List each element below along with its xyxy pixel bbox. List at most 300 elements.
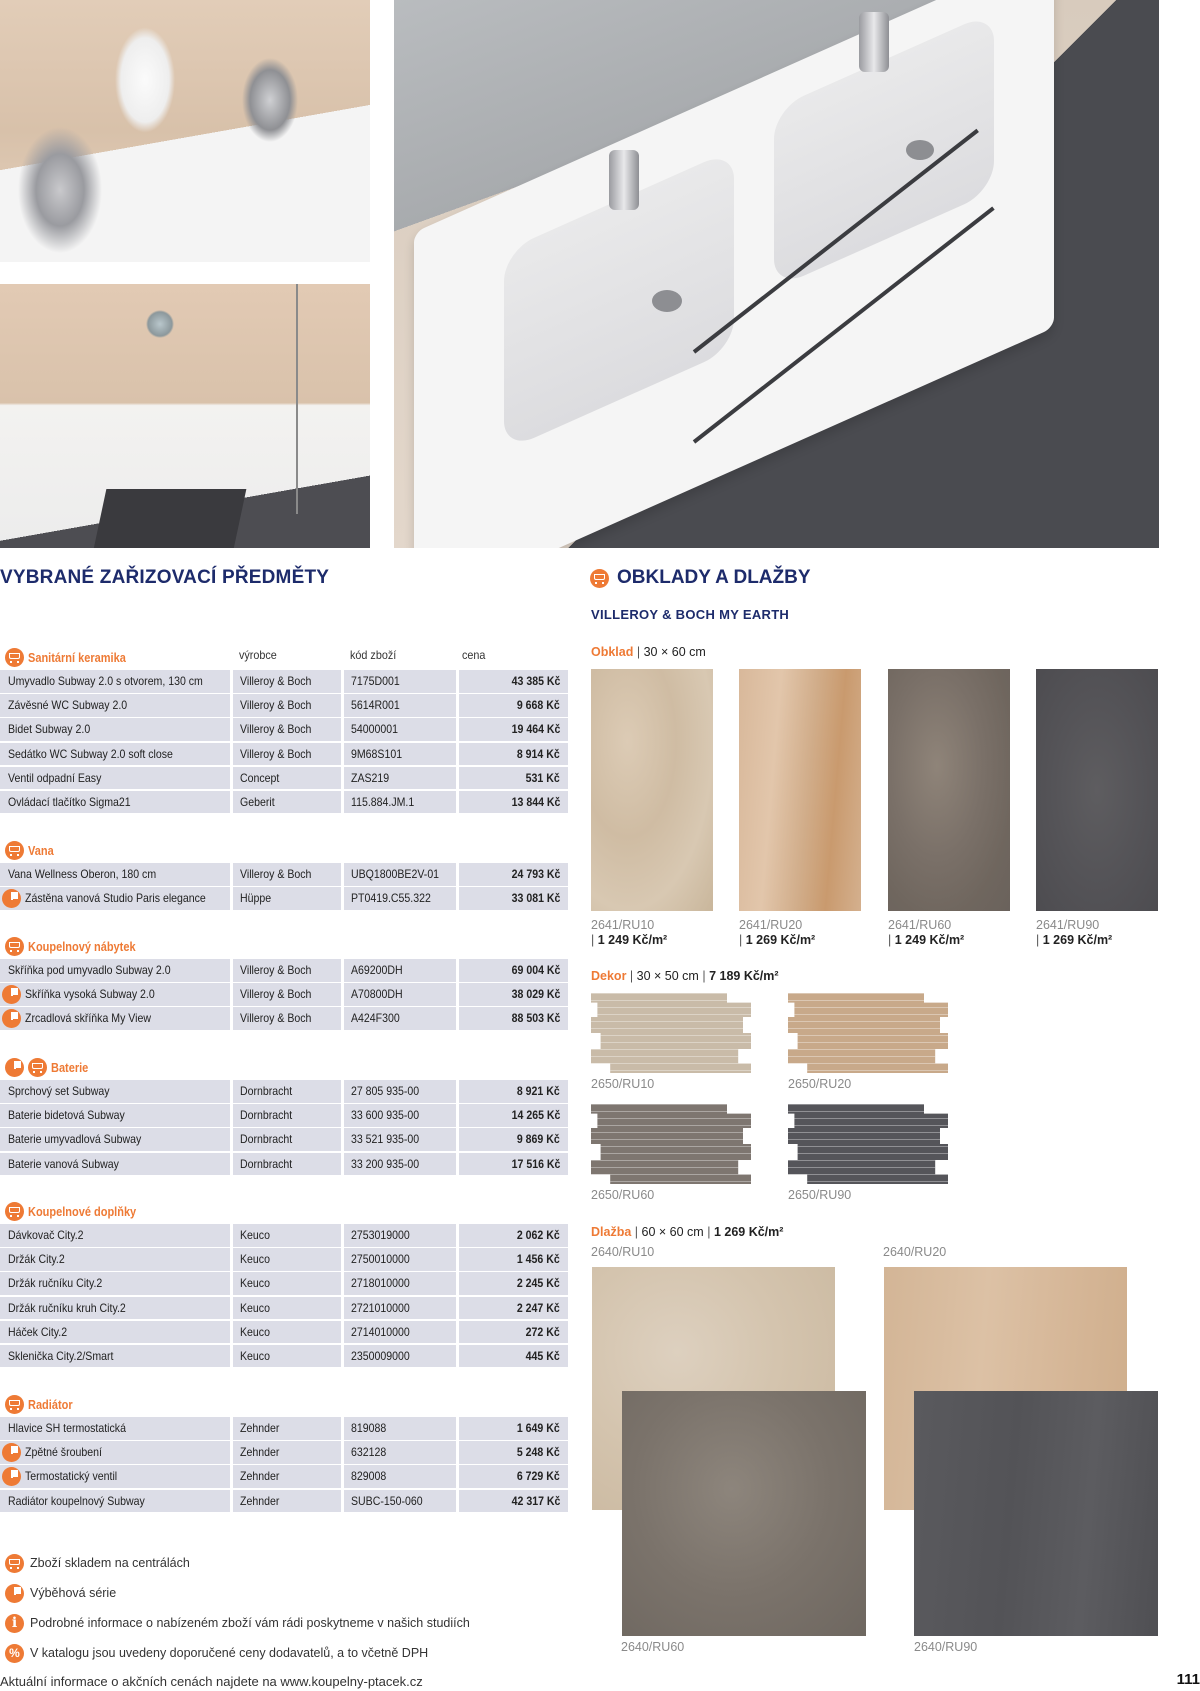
cell-text: Dávkovač City.2: [8, 1228, 84, 1242]
legend-item-discontinued: [5, 1578, 470, 1608]
cell-text: Villeroy & Boch: [240, 1011, 312, 1026]
section-title-text: Radiátor: [28, 1397, 73, 1412]
cart-icon: [5, 1395, 24, 1414]
product-table: [0, 1417, 568, 1514]
floor-swatch-2640-ru90: [914, 1391, 1158, 1636]
cell-price: [459, 1224, 568, 1247]
cell-price: [459, 1007, 568, 1030]
tap: [859, 12, 889, 72]
product-table: [0, 1224, 568, 1369]
table-row: [0, 959, 568, 983]
collection-subtitle: VILLEROY & BOCH MY EARTH: [591, 607, 790, 622]
dlazba-label: Dlažba | 60 × 60 cm | 1 269 Kč/m²: [591, 1225, 784, 1239]
cell-text: 2750010000: [351, 1252, 410, 1267]
cell-text: Dornbracht: [240, 1132, 293, 1147]
cell-name: [0, 1272, 230, 1295]
section-title: [5, 841, 57, 860]
obklad-label: Obklad | 30 × 60 cm: [591, 645, 706, 659]
cell-text: Sedátko WC Subway 2.0 soft close: [8, 746, 173, 761]
cell-text: Vana Wellness Oberon, 180 cm: [8, 867, 157, 881]
tile-code: 2640/RU90: [914, 1640, 978, 1654]
cell-text: Skříňka vysoká Subway 2.0: [25, 987, 155, 1002]
cell-maker: [233, 1080, 341, 1103]
section-title: [5, 1395, 79, 1414]
cell-price: [459, 1080, 568, 1103]
tiles-title: OBKLADY A DLAŽBY: [617, 567, 811, 588]
cell-name: [0, 1153, 230, 1176]
tile-code: 2650/RU10: [591, 1077, 655, 1091]
cell-text: 2718010000: [351, 1276, 410, 1291]
product-table: [0, 1080, 568, 1177]
cell-price: [459, 1104, 568, 1127]
pie-icon: [2, 1443, 21, 1462]
cell-code: [344, 1321, 456, 1344]
dlazba-price: 1 269 Kč/m²: [713, 1225, 784, 1239]
cell-text: 33 521 935-00: [351, 1132, 420, 1147]
cell-text: Umyvadlo Subway 2.0 s otvorem, 130 cm: [8, 674, 203, 688]
table-row: [0, 718, 568, 742]
column-header-maker: výrobce: [239, 648, 277, 662]
cell-code: [344, 1153, 456, 1176]
cell-text: 17 516 Kč: [511, 1156, 560, 1171]
dekor-swatch-2650-ru60: [591, 1104, 751, 1184]
table-row: [0, 694, 568, 718]
tile-code: 2640/RU20: [883, 1245, 947, 1259]
tile-swatch-2641-ru10: [591, 669, 713, 911]
cell-text: 445 Kč: [525, 1348, 560, 1363]
product-table: [0, 670, 568, 815]
cell-price: [459, 1441, 568, 1464]
cell-text: Sprchový set Subway: [8, 1084, 110, 1098]
cell-name: [0, 1080, 230, 1103]
cell-code: [344, 983, 456, 1006]
tile-price-value: 1 249 Kč/m²: [597, 933, 668, 947]
cell-name: [0, 670, 230, 693]
cell-text: Baterie bidetová Subway: [8, 1108, 125, 1123]
cell-text: 632128: [351, 1445, 387, 1460]
cell-price: [459, 1248, 568, 1271]
cell-text: 69 004 Kč: [511, 963, 560, 977]
page-number: 111: [1176, 1671, 1200, 1688]
tile-code: 2641/RU60: [888, 918, 952, 932]
section-title: [5, 937, 150, 956]
cell-text: 9M68S101: [351, 746, 403, 761]
legend-item-info: [5, 1608, 470, 1638]
cell-price: [459, 1490, 568, 1513]
section-title-text: Koupelnové doplňky: [28, 1204, 137, 1219]
cell-name: [0, 1465, 230, 1488]
cell-text: Držák ručníku City.2: [8, 1276, 103, 1291]
cell-text: Ventil odpadní Easy: [8, 770, 102, 785]
cell-code: [344, 767, 456, 790]
cell-code: [344, 887, 456, 910]
cart-icon: [28, 1058, 47, 1077]
tile-code: 2650/RU20: [788, 1077, 852, 1091]
cell-code: [344, 1272, 456, 1295]
section-title: [5, 1058, 93, 1077]
section-title-text: Vana: [28, 843, 54, 858]
cart-icon: [5, 648, 24, 667]
tile-price: | 1 269 Kč/m²: [739, 933, 816, 947]
cell-text: 88 503 Kč: [511, 1011, 560, 1026]
cell-text: Dornbracht: [240, 1084, 293, 1098]
tile-price: | 1 249 Kč/m²: [888, 933, 965, 947]
cell-text: 24 793 Kč: [511, 867, 560, 881]
cell-text: 9 668 Kč: [517, 698, 560, 713]
table-row: [0, 887, 568, 911]
cell-text: 43 385 Kč: [511, 674, 560, 688]
column-header-price: cena: [462, 648, 486, 662]
section-title-text: Koupelnový nábytek: [28, 939, 136, 954]
cell-maker: [233, 959, 341, 982]
legend-item-stock: [5, 1548, 470, 1578]
dekor-swatch-2650-ru90: [788, 1104, 948, 1184]
cell-name: [0, 1297, 230, 1320]
cell-text: 27 805 935-00: [351, 1084, 420, 1098]
cell-text: Concept: [240, 770, 280, 785]
cell-maker: [233, 1297, 341, 1320]
cell-text: 115.884.JM.1: [351, 794, 415, 809]
cart-icon: [5, 841, 24, 860]
cell-name: [0, 694, 230, 717]
dekor-label: Dekor | 30 × 50 cm | 7 189 Kč/m²: [591, 969, 779, 983]
table-row: [0, 1490, 568, 1514]
cell-text: Držák City.2: [8, 1252, 65, 1267]
section-heading-tiles: [590, 567, 811, 589]
footer-note: Aktuální informace o akčních cenách najdete na www.koupelny-ptacek.cz: [0, 1674, 423, 1689]
cell-text: 6 729 Kč: [517, 1469, 560, 1484]
cell-text: Villeroy & Boch: [240, 674, 312, 688]
cell-name: [0, 1345, 230, 1368]
tile-price: | 1 269 Kč/m²: [1036, 933, 1113, 947]
cell-text: 2 245 Kč: [517, 1276, 560, 1291]
cell-text: Hüppe: [240, 891, 272, 906]
cell-price: [459, 718, 568, 741]
cell-price: [459, 887, 568, 910]
cell-text: Zrcadlová skříňka My View: [25, 1011, 151, 1026]
cell-text: 5 248 Kč: [517, 1445, 560, 1460]
cell-price: [459, 767, 568, 790]
tile-price-value: 1 269 Kč/m²: [745, 933, 816, 947]
cell-text: 829008: [351, 1469, 387, 1484]
cell-text: 14 265 Kč: [511, 1108, 560, 1123]
section-heading-fixtures: VYBRANÉ ZAŘIZOVACÍ PŘEDMĚTY: [0, 567, 330, 588]
cell-price: [459, 1128, 568, 1151]
dekor-size: 30 × 50 cm: [636, 969, 699, 983]
cell-text: Villeroy & Boch: [240, 963, 312, 977]
cell-text: 2 062 Kč: [517, 1228, 560, 1242]
cell-text: Zehnder: [240, 1445, 280, 1460]
cell-price: [459, 863, 568, 886]
table-row: [0, 743, 568, 767]
cell-text: Závěsné WC Subway 2.0: [8, 698, 128, 713]
cell-code: [344, 1297, 456, 1320]
cell-maker: [233, 1153, 341, 1176]
cell-name: [0, 767, 230, 790]
tile-price: | 1 249 Kč/m²: [591, 933, 668, 947]
photo-bathtub-shower: [0, 284, 370, 548]
tile-price-value: 1 249 Kč/m²: [894, 933, 965, 947]
cell-maker: [233, 1224, 341, 1247]
cell-code: [344, 1224, 456, 1247]
cell-name: [0, 1128, 230, 1151]
cart-icon: [5, 1202, 24, 1221]
section-title-text: Sanitární keramika: [28, 650, 126, 665]
cell-maker: [233, 1417, 341, 1440]
cell-text: 7175D001: [351, 674, 400, 688]
cell-code: [344, 1104, 456, 1127]
pie-icon: [5, 1584, 24, 1603]
cell-text: 33 200 935-00: [351, 1156, 420, 1171]
product-table: [0, 863, 568, 911]
cell-name: [0, 887, 230, 910]
cell-maker: [233, 887, 341, 910]
cell-text: Hlavice SH termostatická: [8, 1421, 126, 1435]
legend-item-vat: [5, 1638, 470, 1668]
cell-name: [0, 743, 230, 766]
cell-maker: [233, 767, 341, 790]
photo-washbasin-taps: [0, 0, 370, 262]
table-row: [0, 1153, 568, 1177]
tile-swatch-2641-ru20: [739, 669, 861, 911]
cell-price: [459, 694, 568, 717]
cell-code: [344, 1080, 456, 1103]
cell-text: Dornbracht: [240, 1108, 293, 1123]
legend-text: Zboží skladem na centrálách: [30, 1556, 190, 1570]
cell-price: [459, 743, 568, 766]
tile-code: 2641/RU90: [1036, 918, 1100, 932]
cell-text: PT0419.C55.322: [351, 891, 431, 906]
cell-text: Dornbracht: [240, 1156, 293, 1171]
cell-maker: [233, 1128, 341, 1151]
cell-text: Keuco: [240, 1276, 270, 1291]
cell-maker: [233, 791, 341, 814]
cell-code: [344, 791, 456, 814]
cell-text: Zehnder: [240, 1469, 280, 1484]
cell-name: [0, 1321, 230, 1344]
cell-name: [0, 791, 230, 814]
cell-text: Keuco: [240, 1348, 270, 1363]
cell-text: 38 029 Kč: [511, 987, 560, 1002]
table-row: [0, 1007, 568, 1031]
cell-price: [459, 1321, 568, 1344]
cell-name: [0, 718, 230, 741]
cell-code: [344, 718, 456, 741]
cell-text: 2753019000: [351, 1228, 410, 1242]
cell-code: [344, 1417, 456, 1440]
cell-text: Skříňka pod umyvadlo Subway 2.0: [8, 963, 171, 977]
cell-code: [344, 670, 456, 693]
pie-icon: [2, 889, 21, 908]
table-row: [0, 1297, 568, 1321]
cell-text: Držák ručníku kruh City.2: [8, 1300, 126, 1315]
cell-maker: [233, 670, 341, 693]
cell-text: 33 600 935-00: [351, 1108, 420, 1123]
cell-code: [344, 1465, 456, 1488]
cell-code: [344, 1248, 456, 1271]
cell-maker: [233, 1441, 341, 1464]
cell-maker: [233, 1321, 341, 1344]
cell-maker: [233, 1345, 341, 1368]
cell-text: ZAS219: [351, 770, 390, 785]
cell-text: 5614R001: [351, 698, 400, 713]
tile-code: 2641/RU20: [739, 918, 803, 932]
info-icon: [5, 1614, 24, 1633]
cell-name: [0, 863, 230, 886]
cell-text: 2714010000: [351, 1324, 410, 1339]
table-row: [0, 983, 568, 1007]
cell-text: 272 Kč: [525, 1324, 560, 1339]
cell-text: 2350009000: [351, 1348, 410, 1363]
dekor-title: Dekor: [591, 969, 627, 983]
table-row: [0, 1441, 568, 1465]
cell-text: Zpětné šroubení: [25, 1445, 102, 1460]
cell-text: A424F300: [351, 1011, 400, 1026]
cell-maker: [233, 694, 341, 717]
pie-icon: [5, 1058, 24, 1077]
cell-code: [344, 863, 456, 886]
cell-text: SUBC-150-060: [351, 1493, 423, 1508]
table-row: [0, 1417, 568, 1441]
cell-text: 531 Kč: [525, 770, 560, 785]
cell-text: 819088: [351, 1421, 387, 1435]
obklad-title: Obklad: [591, 645, 634, 659]
cell-text: 9 869 Kč: [517, 1132, 560, 1147]
cell-text: Baterie vanová Subway: [8, 1156, 119, 1171]
cell-name: [0, 983, 230, 1006]
cell-price: [459, 983, 568, 1006]
table-row: [0, 791, 568, 815]
cell-text: 42 317 Kč: [511, 1493, 560, 1508]
tile-price-value: 1 269 Kč/m²: [1042, 933, 1113, 947]
cell-text: Háček City.2: [8, 1324, 68, 1339]
cell-price: [459, 791, 568, 814]
cart-icon: [5, 1554, 24, 1573]
cell-code: [344, 1490, 456, 1513]
cell-text: A70800DH: [351, 987, 403, 1002]
cell-text: Villeroy & Boch: [240, 698, 312, 713]
cell-text: Bidet Subway 2.0: [8, 722, 91, 737]
product-table: [0, 959, 568, 1032]
cart-icon: [590, 569, 609, 588]
tile-code: 2640/RU10: [591, 1245, 655, 1259]
table-row: [0, 863, 568, 887]
cell-name: [0, 1224, 230, 1247]
percent-icon: [5, 1644, 24, 1663]
section-title: [5, 1202, 151, 1221]
cell-text: Termostatický ventil: [25, 1469, 118, 1484]
cell-text: Radiátor koupelnový Subway: [8, 1493, 145, 1508]
cell-maker: [233, 743, 341, 766]
section-title: [5, 648, 139, 667]
table-row: [0, 1224, 568, 1248]
cell-text: Zehnder: [240, 1493, 280, 1508]
cell-text: Keuco: [240, 1300, 270, 1315]
legend: [5, 1548, 470, 1668]
cell-price: [459, 1345, 568, 1368]
cell-name: [0, 959, 230, 982]
cell-text: Villeroy & Boch: [240, 867, 312, 881]
cell-maker: [233, 1465, 341, 1488]
cell-text: 8 921 Kč: [517, 1084, 560, 1098]
pie-icon: [2, 985, 21, 1004]
cell-text: Villeroy & Boch: [240, 987, 312, 1002]
tile-code: 2650/RU90: [788, 1188, 852, 1202]
towel: [94, 489, 247, 548]
drain: [652, 290, 682, 312]
tile-code: 2641/RU10: [591, 918, 655, 932]
pie-icon: [2, 1467, 21, 1486]
cell-code: [344, 743, 456, 766]
cell-price: [459, 1272, 568, 1295]
cell-name: [0, 1007, 230, 1030]
cell-maker: [233, 718, 341, 741]
cell-maker: [233, 1490, 341, 1513]
cart-icon: [5, 937, 24, 956]
cell-code: [344, 1128, 456, 1151]
pie-icon: [2, 1009, 21, 1028]
legend-text: Podrobné informace o nabízeném zboží vám rádi poskytneme v našich studiích: [30, 1616, 470, 1630]
cell-text: 2721010000: [351, 1300, 410, 1315]
cell-text: 8 914 Kč: [517, 746, 560, 761]
cell-text: Keuco: [240, 1324, 270, 1339]
obklad-size: 30 × 60 cm: [643, 645, 706, 659]
cell-maker: [233, 1104, 341, 1127]
tile-code: 2650/RU60: [591, 1188, 655, 1202]
floor-swatch-2640-ru60: [622, 1391, 866, 1636]
cell-text: Sklenička City.2/Smart: [8, 1348, 114, 1363]
cell-text: Villeroy & Boch: [240, 722, 312, 737]
cell-text: UBQ1800BE2V-01: [351, 867, 440, 881]
table-row: [0, 1345, 568, 1369]
cell-name: [0, 1441, 230, 1464]
cell-text: Keuco: [240, 1252, 270, 1267]
table-row: [0, 1104, 568, 1128]
dlazba-size: 60 × 60 cm: [641, 1225, 704, 1239]
dekor-price: 7 189 Kč/m²: [709, 969, 779, 983]
cell-text: A69200DH: [351, 963, 403, 977]
cell-name: [0, 1417, 230, 1440]
tap: [609, 150, 639, 210]
cell-price: [459, 1417, 568, 1440]
table-row: [0, 767, 568, 791]
tile-swatch-2641-ru60: [888, 669, 1010, 911]
shower-screen: [296, 284, 298, 514]
cell-text: Baterie umyvadlová Subway: [8, 1132, 142, 1147]
cell-text: 54000001: [351, 722, 398, 737]
cell-text: Keuco: [240, 1228, 270, 1242]
dekor-swatch-2650-ru20: [788, 993, 948, 1073]
cell-code: [344, 694, 456, 717]
cell-price: [459, 1297, 568, 1320]
dekor-swatch-2650-ru10: [591, 993, 751, 1073]
dlazba-title: Dlažba: [591, 1225, 632, 1239]
cell-code: [344, 1007, 456, 1030]
drain: [906, 140, 934, 160]
cell-maker: [233, 1007, 341, 1030]
cell-text: 1 649 Kč: [517, 1421, 560, 1435]
photo-double-washbasin: [394, 0, 1159, 548]
cell-code: [344, 1345, 456, 1368]
cell-code: [344, 959, 456, 982]
cell-maker: [233, 1272, 341, 1295]
table-row: [0, 1248, 568, 1272]
cell-name: [0, 1490, 230, 1513]
cell-price: [459, 1153, 568, 1176]
table-row: [0, 1465, 568, 1489]
column-header-code: kód zboží: [350, 648, 397, 662]
table-row: [0, 1080, 568, 1104]
